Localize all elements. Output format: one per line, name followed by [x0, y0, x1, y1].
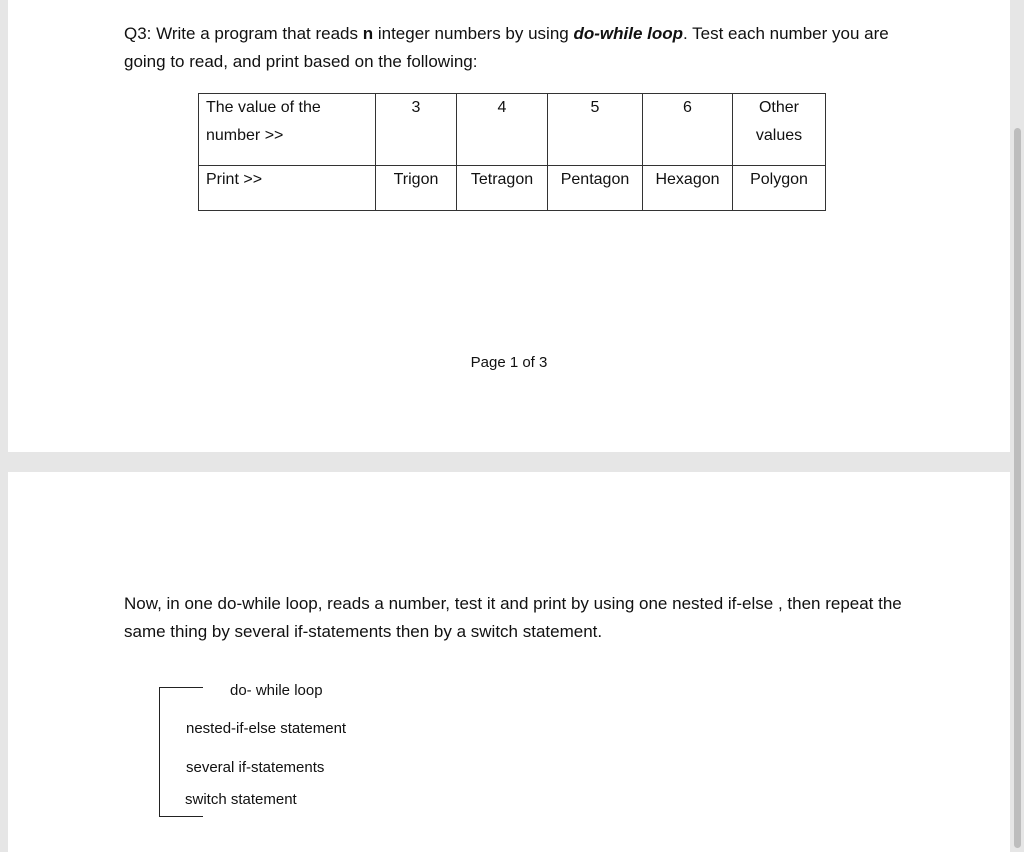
document-page-2 — [8, 472, 1010, 852]
table-row-values — [199, 94, 826, 166]
table-cell: Polygon — [733, 166, 826, 211]
question-prefix: Q3: Write a program that reads — [124, 24, 363, 43]
table-cell: Tetragon — [457, 166, 548, 211]
table-cell: 5 — [548, 94, 643, 166]
diagram-item: switch statement — [185, 791, 297, 808]
diagram-item: nested-if-else statement — [186, 720, 347, 737]
table-cell: 4 — [457, 94, 548, 166]
table-cell: Trigon — [376, 166, 457, 211]
vertical-scrollbar[interactable] — [1014, 128, 1021, 848]
question-text — [124, 20, 904, 76]
question-loop-bold: do-while loop — [573, 24, 684, 43]
page-footer: Page 1 of 3 — [470, 354, 548, 371]
table-cell: 6 — [643, 94, 733, 166]
table-row-print — [199, 166, 826, 211]
shape-table — [198, 93, 826, 211]
table-cell: 3 — [376, 94, 457, 166]
diagram-item: several if-statements — [186, 759, 325, 776]
diagram-loop-label: do- while loop — [230, 682, 323, 699]
question-suffix: . Test each number you are going to read, and print based on the following: — [124, 24, 889, 71]
question-n-bold: n — [362, 24, 374, 43]
table-row-header-print: Print >> — [199, 166, 376, 211]
table-row-header-value: The value of the number >> — [199, 94, 376, 166]
instructions-text: Now, in one do-while loop, reads a number, test it and print by using one nested if-else , then repeat the same thing by several if-statements then by a switch statement. — [124, 594, 902, 641]
table-cell: Hexagon — [643, 166, 733, 211]
table-cell: Pentagon — [548, 166, 643, 211]
question-middle: integer numbers by using — [373, 24, 574, 43]
document-page-1 — [8, 0, 1010, 452]
table-cell: Other values — [733, 94, 826, 166]
